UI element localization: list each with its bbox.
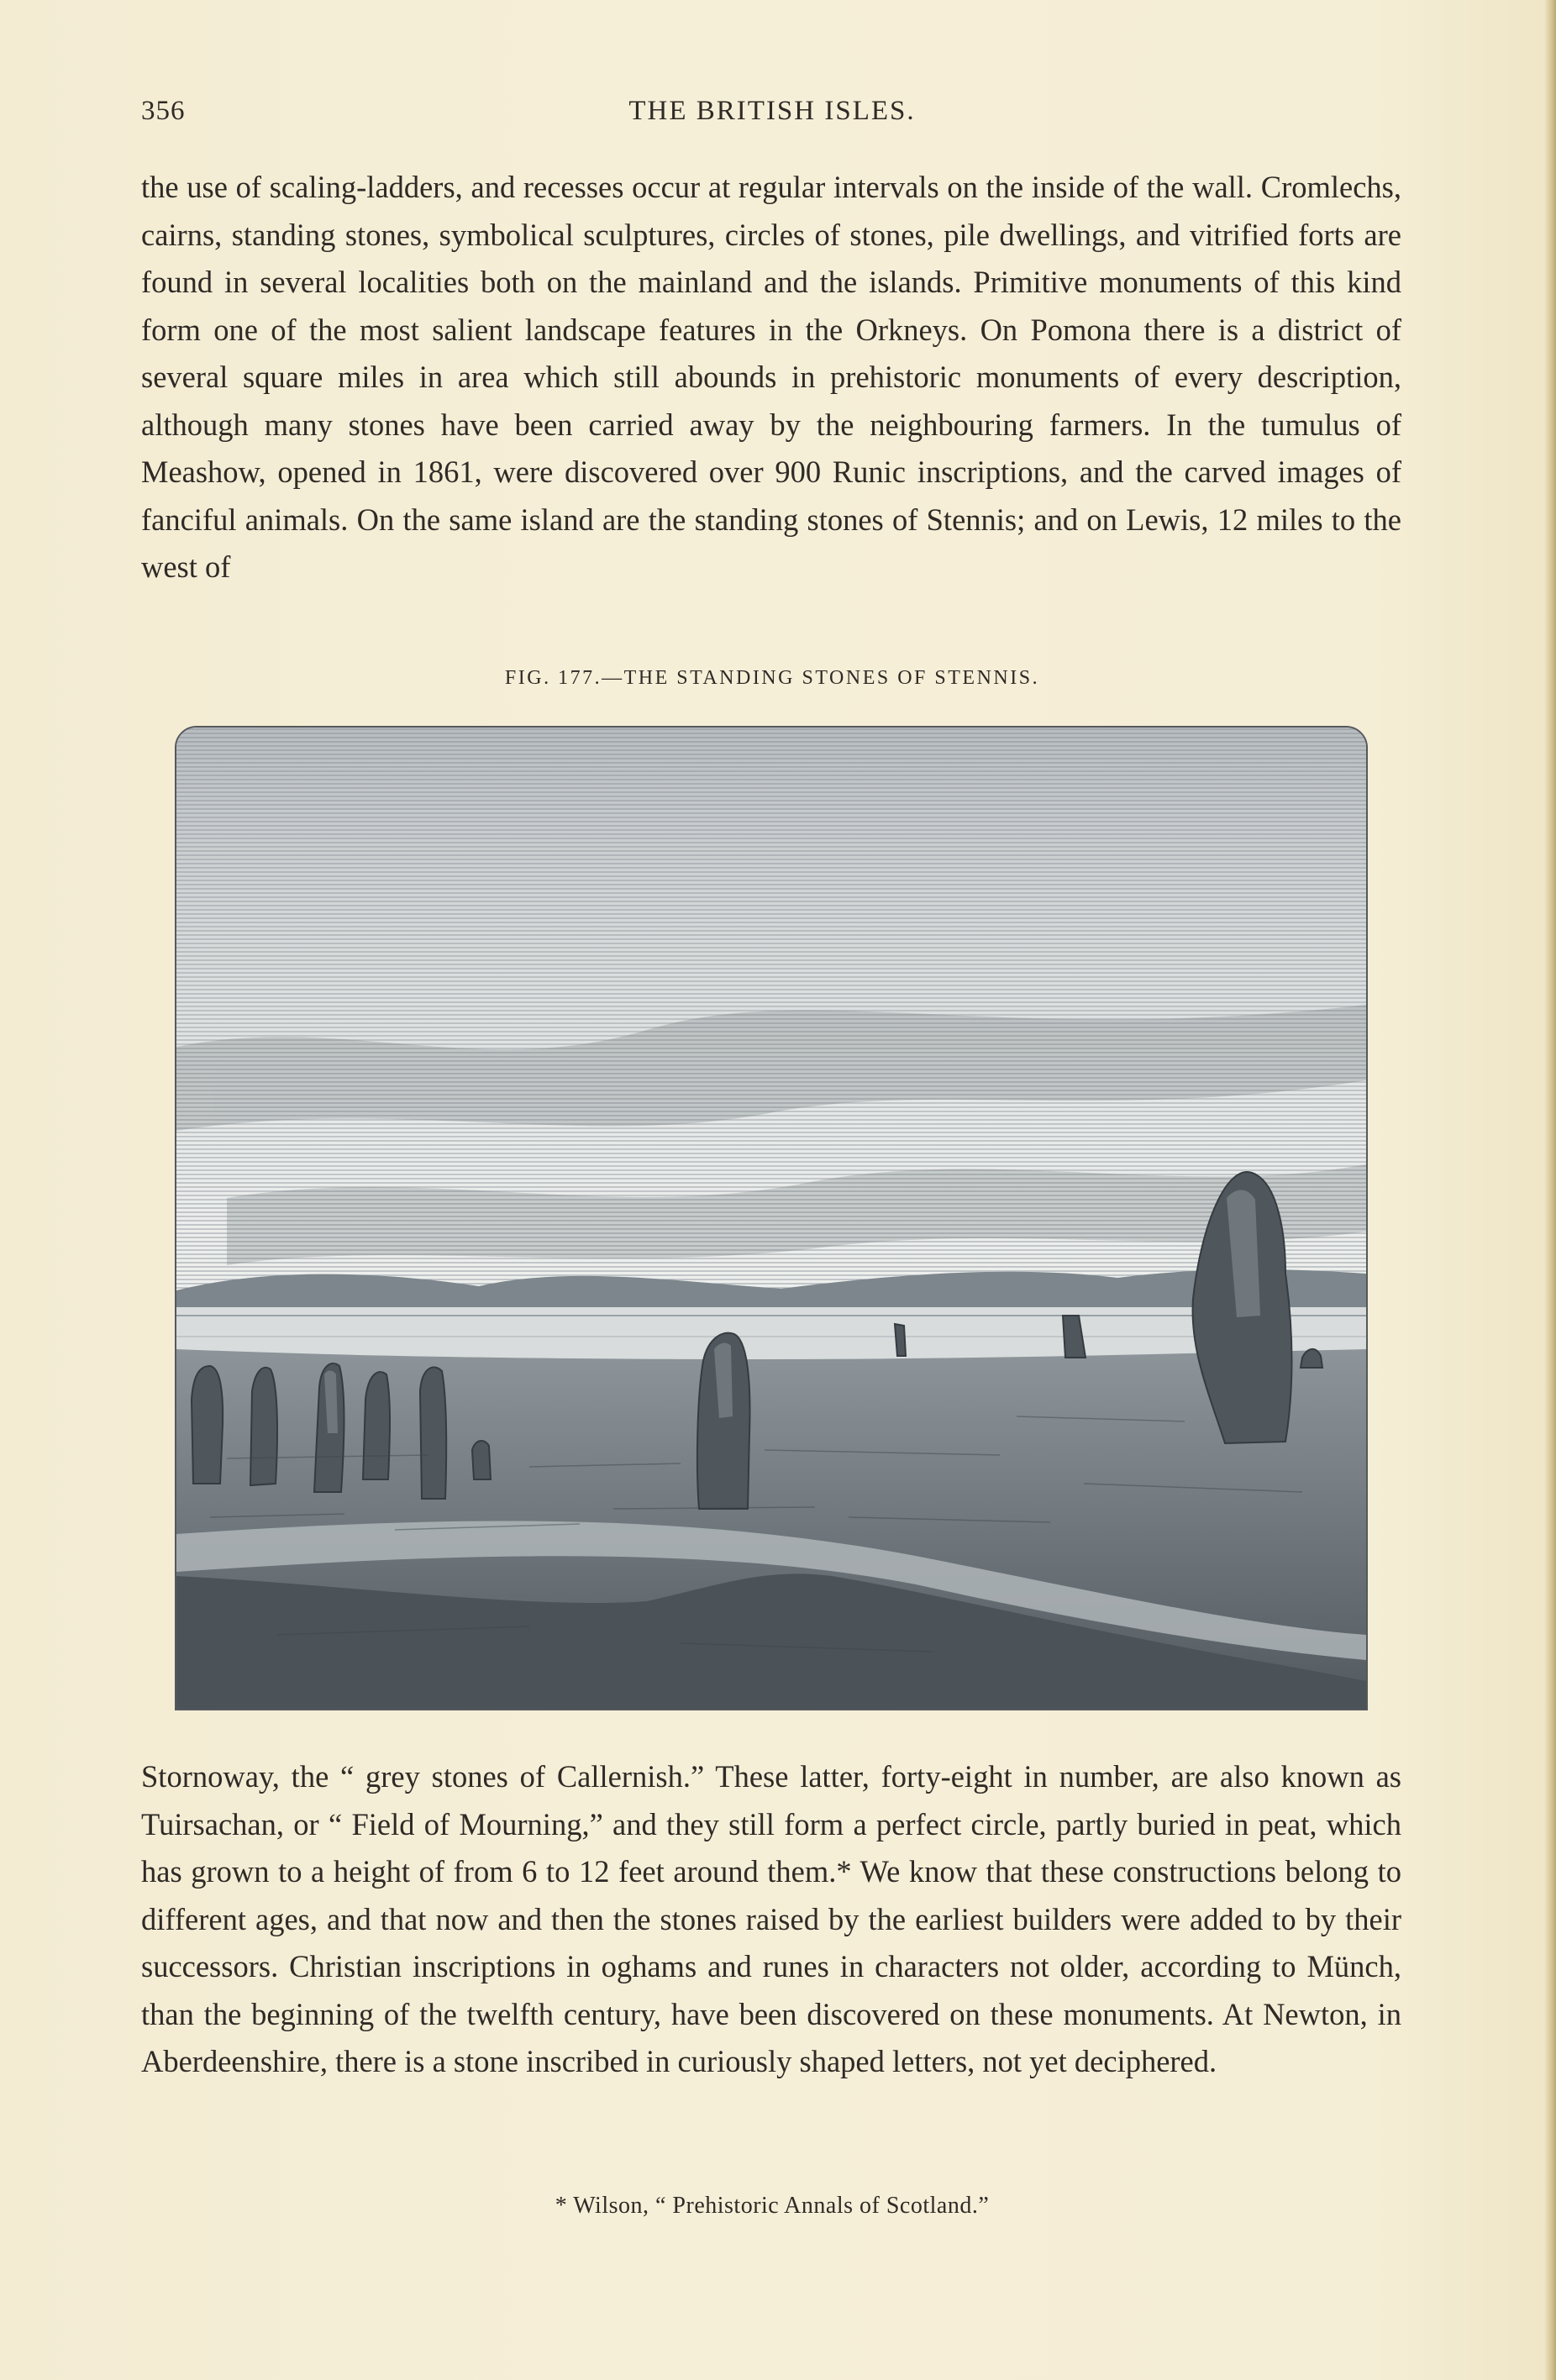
page-number: 356 <box>141 96 186 126</box>
body-paragraph-top: the use of scaling-ladders, and recesses occur at regular intervals on the inside of the wall. Cromlechs, cairns, standing stones, symbolical sculptures, circles of stones, pile dwellings, and vitrified forts are found in several localities both on the mainland and the islands. Primitive monuments of this kind form one of the most salient landscape features in the Orkneys. On Pomona there is a district of several square miles in area which still abounds in prehistoric monuments of every description, although many stones have been carried away by the neighbouring farmers. In the tumulus of Meashow, opened in 1861, were discovered over 900 Runic inscriptions, and the carved images of fanciful animals. On the same island are the standing stones of Stennis; and on Lewis, 12 miles to the west of <box>141 170 1401 584</box>
stone-5 <box>420 1367 446 1499</box>
stone-1 <box>192 1366 223 1484</box>
stone-2 <box>250 1368 277 1485</box>
standing-stones-engraving <box>176 728 1366 1709</box>
page-gutter-shadow <box>1544 0 1556 2380</box>
stone-6 <box>472 1441 491 1479</box>
running-head <box>141 84 1403 134</box>
stone-4 <box>363 1372 390 1479</box>
figure-engraving <box>175 726 1368 1710</box>
stone-8 <box>895 1324 906 1356</box>
figure-caption: FIG. 177.—THE STANDING STONES OF STENNIS. <box>504 667 1040 689</box>
running-title: THE BRITISH ISLES. <box>628 96 916 126</box>
body-paragraph-bottom: Stornoway, the “ grey stones of Callernish.” These latter, forty-eight in number, are also known as Tuirsachan, or “ Field of Mourning,” and they still form a perfect circle, partly buried in peat, which has grown to a height of from 6 to 12 feet around them.* We know that these constructions belong to different ages, and that now and then the stones raised by the earliest builders were added to by their successors. Christian inscriptions in oghams and runes in characters not older, according to Münch, than the beginning of the twelfth century, have been discovered on these monuments. At Newton, in Aberdeenshire, there is a stone inscribed in curiously shaped letters, not yet deciphered. <box>141 1759 1401 2078</box>
footnote: * Wilson, “ Prehistoric Annals of Scotland.” <box>555 2193 990 2219</box>
